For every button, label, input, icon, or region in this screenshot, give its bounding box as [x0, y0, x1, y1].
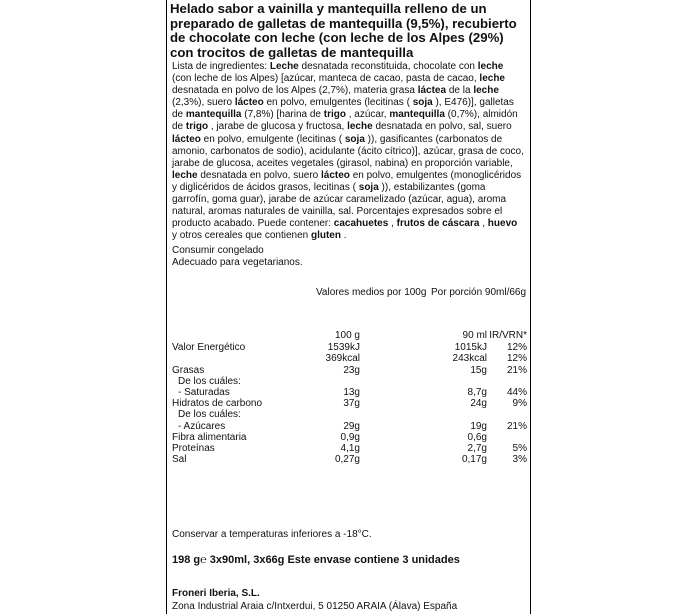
allergen-term: leche [479, 73, 505, 85]
ingredient-text: (0,7%), almidón de [172, 109, 518, 133]
nutrient-label: Proteínas [172, 443, 215, 454]
ingredients-list [172, 61, 524, 242]
nutrition-header-100g: Valores medios por 100g [316, 287, 427, 298]
ingredient-text: desnatada en polvo, sal, suero [372, 121, 512, 133]
ingredient-text: Lista de ingredientes: [172, 61, 270, 72]
ingredient-text: (7,8%) [harina de [241, 109, 324, 121]
value-ir-vrn: 12% [506, 353, 527, 364]
allergen-term: huevo [487, 218, 518, 230]
value-ir-vrn: 44% [506, 387, 527, 398]
nutrition-row [172, 387, 532, 398]
allergen-term: leche [347, 121, 373, 133]
value-100g: 37g [343, 398, 360, 409]
allergen-term: cacahuetes [333, 218, 389, 230]
value-ir-vrn: 3% [512, 454, 527, 465]
allergen-term: mantequilla [185, 109, 242, 121]
allergen-term: soja [358, 181, 379, 193]
col-90ml: 90 ml [462, 330, 487, 341]
ingredient-text: , azúcar, [345, 109, 390, 121]
nutrition-row [172, 454, 532, 465]
nutrient-label: Sal [172, 454, 187, 465]
value-100g: 369kcal [325, 353, 360, 364]
nutrition-row [172, 342, 532, 353]
value-portion: 19g [470, 421, 487, 432]
ingredient-text: en polvo, emulgente (lecitinas ( [200, 133, 345, 145]
ingredient-text: en polvo, emulgentes (lecitinas ( [263, 97, 413, 109]
nutrition-row [172, 398, 532, 409]
nutrition-row [172, 443, 532, 454]
company-name: Froneri Iberia, S.L. [172, 588, 260, 599]
value-100g: 29g [343, 421, 360, 432]
ingredient-text: )), gasificantes (carbonatos de amonio, carbonatos de sodio), acidulante (ácito cítrico)], azúcar, grasa de coco, jarabe de glucosa, aceites vegetales (girasol, nabina) en proporción variable, [172, 133, 524, 169]
nutrition-row [172, 376, 532, 387]
allergen-term: soja [344, 133, 365, 145]
allergen-term: mantequilla [389, 109, 445, 121]
nutrient-label: Valor Energético [172, 342, 246, 353]
ingredient-text: , jarabe de glucosa y fructosa, [208, 121, 348, 133]
value-ir-vrn: 5% [512, 443, 527, 454]
ingredient-text: desnatada en polvo de los Alpes (2,7%), materia grasa [172, 85, 418, 97]
nutrient-label: De los cuáles: [178, 376, 241, 387]
value-ir-vrn: 12% [506, 342, 527, 353]
value-100g: 1539kJ [327, 342, 360, 353]
value-100g: 13g [343, 387, 360, 398]
vegetarian-note: Adecuado para vegetarianos. [172, 257, 303, 268]
nutrient-label: Hidratos de carbono [172, 398, 263, 409]
nutrition-header-portion: Por porción 90ml/66g [431, 287, 527, 298]
allergen-term: soja [412, 97, 433, 109]
ingredient-text: (2,3%), suero [172, 97, 235, 109]
consume-frozen: Consumir congelado [172, 245, 264, 256]
col-100g: 100 g [334, 330, 360, 341]
col-ir-vrn: IR/VRN* [489, 330, 527, 341]
ingredient-text: en polvo, emulgentes (monoglicéridos y diglicéridos de ácidos grasos, lecitinas ( [172, 169, 522, 193]
ingredient-text: ), E476)], galletas de [172, 97, 514, 121]
allergen-term: gluten [310, 230, 341, 242]
ingredient-text: )), estabilizantes (goma garrofín, goma guar), jarabe de azúcar caramelizado (azúcar, agua), aroma natural, aromas naturales de vainilla, sal. Porcentajes expresados sobre el producto acabado. Puede contener: [172, 181, 507, 230]
nutrient-label: De los cuáles: [178, 409, 241, 420]
value-100g: 23g [343, 365, 360, 376]
value-portion: 0,17g [461, 454, 487, 465]
nutrient-label: - Azúcares [178, 421, 226, 432]
value-ir-vrn: 9% [512, 398, 527, 409]
allergen-term: leche [473, 85, 499, 97]
value-portion: 243kcal [452, 353, 487, 364]
allergen-term: frutos de cáscara [396, 218, 480, 230]
allergen-term: Leche [269, 61, 299, 72]
value-portion: 8,7g [467, 387, 487, 398]
allergen-term: trigo [185, 121, 209, 133]
ingredient-text: desnatada reconstituida, chocolate con [298, 61, 478, 72]
ingredient-text: , [388, 218, 397, 230]
nutrition-row [172, 409, 532, 420]
value-portion: 2,7g [467, 443, 487, 454]
ingredient-text: , [479, 218, 488, 230]
value-ir-vrn: 21% [506, 365, 527, 376]
value-portion: 24g [470, 398, 487, 409]
ingredient-text: . [340, 230, 347, 242]
allergen-term: lácteo [321, 169, 350, 181]
nutrition-row [172, 432, 532, 443]
nutrition-row [172, 353, 532, 364]
allergen-term: lácteo [234, 97, 264, 109]
ingredient-text: (con leche de los Alpes) [azúcar, manteca de cacao, pasta de cacao, [172, 73, 480, 85]
nutrition-columns-row [172, 330, 532, 341]
company-address: Zona Industrial Araia c/Intxerdui, 5 01250 ARAIA (Álava) España [172, 601, 458, 612]
allergen-term: leche [477, 61, 504, 72]
value-portion: 0,6g [467, 432, 487, 443]
value-portion: 1015kJ [454, 342, 487, 353]
value-ir-vrn: 21% [506, 421, 527, 432]
ingredient-text: y otros cereales que contienen [172, 230, 311, 242]
nutrient-label: - Saturadas [178, 387, 230, 398]
storage-temperature: Conservar a temperaturas inferiores a -18°C. [172, 529, 372, 540]
allergen-term: trigo [323, 109, 346, 121]
nutrition-row [172, 365, 532, 376]
nutrition-row [172, 421, 532, 432]
value-portion: 15g [470, 365, 487, 376]
allergen-term: leche [172, 169, 198, 181]
product-title: Helado sabor a vainilla y mantequilla relleno de un preparado de galletas de mantequilla (9,5%), recubierto de chocolate con leche (con leche de los Alpes (29%) con trocitos de galletas de mantequilla [170, 1, 517, 60]
nutrient-label: Fibra alimentaria [172, 432, 247, 443]
value-100g: 0,9g [340, 432, 360, 443]
allergen-term: lácteo [172, 133, 201, 145]
ingredient-text: desnatada en polvo, suero [197, 169, 322, 181]
allergen-term: láctea [417, 85, 447, 97]
value-100g: 0,27g [334, 454, 360, 465]
nutrient-label: Grasas [172, 365, 205, 376]
ingredient-text: de la [446, 85, 474, 97]
net-weight: 198 g℮ 3x90ml, 3x66g Este envase contiene 3 unidades [172, 554, 460, 566]
value-100g: 4,1g [340, 443, 360, 454]
